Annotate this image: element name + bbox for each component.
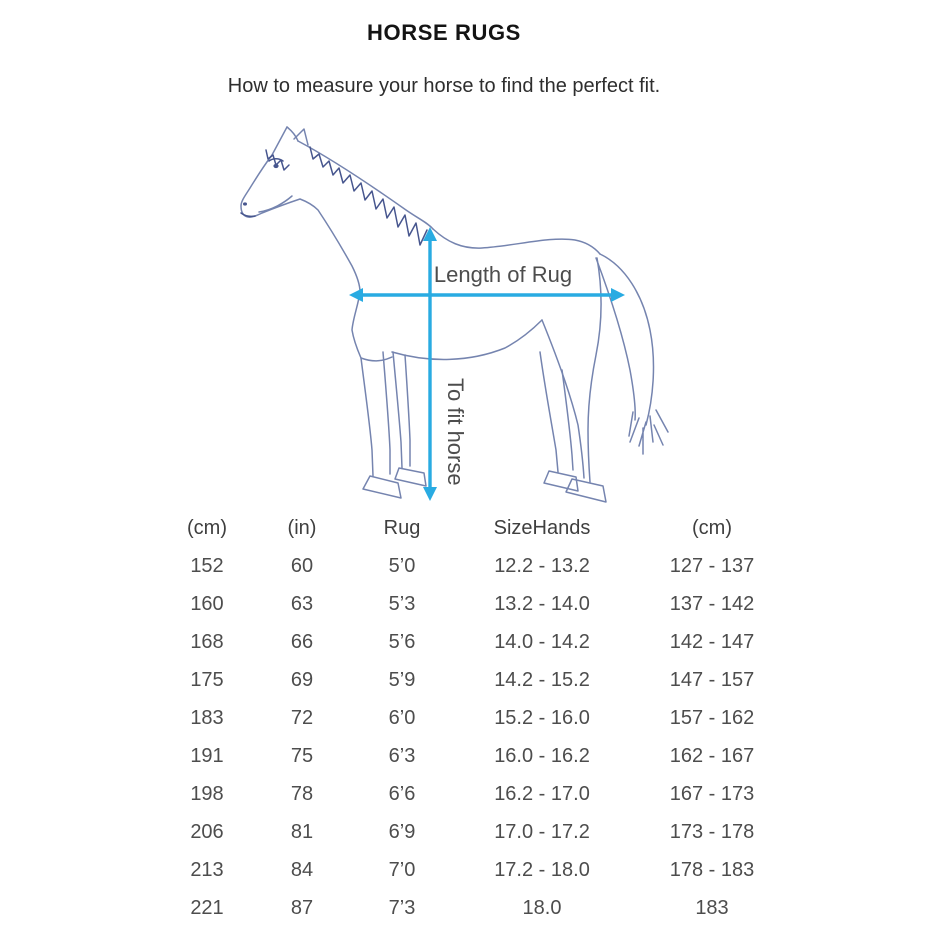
horse-head-neck-chest-foreleg: [241, 127, 373, 476]
cell: 7’3: [388, 897, 416, 919]
cell: 14.2 - 15.2: [494, 669, 590, 691]
table-header-row: [0, 509, 936, 547]
cell: 72: [290, 707, 314, 729]
table-row: [0, 889, 936, 927]
cell: 12.2 - 13.2: [494, 555, 590, 577]
page-title: HORSE RUGS: [367, 20, 521, 45]
to-fit-horse-label: To fit horse: [443, 378, 468, 486]
cell: 60: [290, 555, 314, 577]
cell: 127 - 137: [669, 555, 755, 577]
cell: 178 - 183: [669, 859, 755, 881]
cell: 147 - 157: [669, 669, 755, 691]
cell: 75: [290, 745, 314, 767]
cell: 84: [290, 859, 314, 881]
horse-front-leg-near-rear-edge: [383, 352, 390, 474]
length-arrow-head-left-icon: [349, 288, 363, 302]
length-of-rug-label: Length of Rug: [433, 262, 573, 287]
cell: 16.0 - 16.2: [494, 745, 590, 767]
cell: 183: [190, 707, 224, 729]
cell: 13.2 - 14.0: [494, 593, 590, 615]
horse-ear-back-edge: [287, 127, 298, 141]
size-table: [0, 509, 936, 927]
cell: 6’6: [388, 783, 416, 805]
cell: 137 - 142: [669, 593, 755, 615]
cell: 5’3: [388, 593, 416, 615]
cell: 6’9: [388, 821, 416, 843]
table-row: [0, 623, 936, 661]
cell: 173 - 178: [669, 821, 755, 843]
cell: 206: [190, 821, 224, 843]
table-row: [0, 699, 936, 737]
table-row: [0, 813, 936, 851]
cell: 157 - 162: [669, 707, 755, 729]
table-row: [0, 661, 936, 699]
cell: 221: [190, 897, 224, 919]
cell: 81: [290, 821, 314, 843]
cell: 18.0: [522, 897, 562, 919]
table-row: [0, 851, 936, 889]
cell: 7’0: [388, 859, 416, 881]
horse-nostril: [243, 202, 247, 205]
cell: 87: [290, 897, 314, 919]
table-row: [0, 775, 936, 813]
cell: 6’0: [388, 707, 416, 729]
cell: 162 - 167: [669, 745, 755, 767]
horse-elbow-line: [361, 357, 392, 361]
cell: 17.0 - 17.2: [494, 821, 590, 843]
cell: 14.0 - 14.2: [494, 631, 590, 653]
horse-belly-line: [392, 320, 542, 359]
cell: 69: [290, 669, 314, 691]
cell: 175: [190, 669, 224, 691]
cell: 5’0: [388, 555, 416, 577]
cell: 168: [190, 631, 224, 653]
header-cell: (in): [287, 517, 317, 539]
header-cell: (cm): [692, 517, 732, 539]
horse-mane: [310, 147, 427, 245]
cell: 198: [190, 783, 224, 805]
height-arrow-head-bottom-icon: [423, 487, 437, 501]
cell: 63: [290, 593, 314, 615]
table-row: [0, 737, 936, 775]
page-subtitle: How to measure your horse to find the perfect fit.: [227, 75, 661, 97]
cell: 152: [190, 555, 224, 577]
horse-hind-hoof-near: [566, 479, 606, 502]
cell: 78: [290, 783, 314, 805]
cell: 66: [290, 631, 314, 653]
horse-mouth-line: [241, 213, 255, 216]
horse-front-hoof-far: [395, 468, 426, 486]
horse-front-leg-far: [393, 352, 410, 468]
horse-hind-hoof-far: [544, 471, 578, 491]
table-row: [0, 585, 936, 623]
header-cell: (cm): [187, 517, 227, 539]
cell: 16.2 - 17.0: [494, 783, 590, 805]
cell: 17.2 - 18.0: [494, 859, 590, 881]
horse-back-line: [433, 229, 600, 254]
cell: 183: [695, 897, 729, 919]
cell: 213: [190, 859, 224, 881]
cell: 15.2 - 16.0: [494, 707, 590, 729]
header-cell: Rug: [383, 517, 421, 539]
table-row: [0, 547, 936, 585]
cell: 167 - 173: [669, 783, 755, 805]
cell: 5’9: [388, 669, 416, 691]
cell: 5’6: [388, 631, 416, 653]
cell: 6’3: [388, 745, 416, 767]
cell: 191: [190, 745, 224, 767]
cell: 160: [190, 593, 224, 615]
header-cell: SizeHands: [493, 517, 591, 539]
horse-eye: [273, 164, 278, 168]
horse-tail-inner: [596, 258, 635, 420]
length-arrow-head-right-icon: [611, 288, 625, 302]
horse-hind-leg-far: [540, 352, 573, 472]
horse-tail-outer: [600, 254, 653, 425]
cell: 142 - 147: [669, 631, 755, 653]
